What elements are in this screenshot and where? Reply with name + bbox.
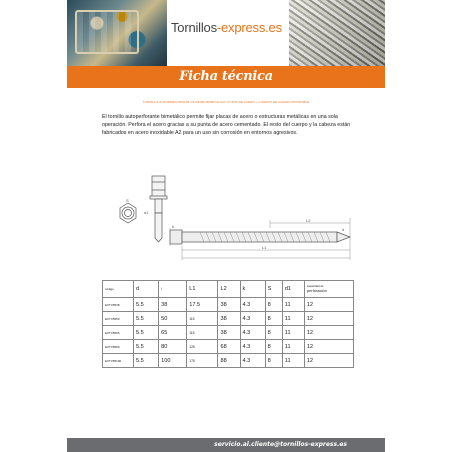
table-row	[103, 340, 354, 354]
cell-code: EXTX55100	[103, 354, 134, 368]
cell-k: 4.3	[240, 298, 265, 312]
cell-perforation: 12	[304, 354, 353, 368]
cell-d1: 11	[282, 354, 304, 368]
cell-L1: 175	[187, 354, 218, 368]
col-header-L1: L1	[187, 281, 218, 298]
dim-label-k: k	[172, 224, 174, 229]
cell-perforation: 12	[304, 326, 353, 340]
cell-S: 8	[265, 312, 282, 326]
header	[67, 0, 385, 66]
photo-shine	[289, 0, 385, 66]
cell-perforation: 12	[304, 312, 353, 326]
cell-L2: 68	[218, 340, 240, 354]
cell-code: EXTX5565	[103, 326, 134, 340]
col-header-d1: d1	[282, 281, 304, 298]
cell-l: 50	[159, 312, 187, 326]
spec-table-header	[103, 281, 354, 298]
cell-d1: 11	[282, 312, 304, 326]
col-header-S: S	[265, 281, 282, 298]
cell-L1: 125	[187, 340, 218, 354]
cell-k: 4.3	[240, 326, 265, 340]
cell-L1: 115	[187, 312, 218, 326]
cell-l: 65	[159, 326, 187, 340]
dim-label-d1: d1	[144, 210, 149, 215]
col-header-L2: L2	[218, 281, 240, 298]
perforation-header-top: capacidad de	[306, 284, 324, 288]
cell-S: 8	[265, 340, 282, 354]
table-row	[103, 326, 354, 340]
table-row	[103, 354, 354, 368]
screw-head-side	[150, 176, 167, 199]
banner-title: Ficha técnica	[179, 69, 273, 84]
cell-code: EXTX5538	[103, 298, 134, 312]
cell-d1: 11	[282, 298, 304, 312]
footer-bar	[67, 438, 385, 452]
cell-L2: 38	[218, 312, 240, 326]
col-header-k: k	[240, 281, 265, 298]
col-header-d: d	[134, 281, 159, 298]
cell-d: 5.5	[134, 312, 159, 326]
screws-photo	[289, 0, 385, 66]
cell-d: 5.5	[134, 354, 159, 368]
title-banner	[67, 66, 385, 88]
cell-code: EXTX5550	[103, 312, 134, 326]
contact-email-link[interactable]: servicio.al.cliente@tornillos-express.es	[214, 441, 347, 448]
tool-tray-shape	[75, 10, 139, 54]
cell-d: 5.5	[134, 326, 159, 340]
cell-S: 8	[265, 298, 282, 312]
cell-S: 8	[265, 354, 282, 368]
cell-S: 8	[265, 326, 282, 340]
cell-L2: 88	[218, 354, 240, 368]
brand-logo	[171, 20, 282, 35]
spec-table	[102, 280, 354, 368]
cell-k: 4.3	[240, 354, 265, 368]
cell-k: 4.3	[240, 340, 265, 354]
cell-k: 4.3	[240, 312, 265, 326]
cell-L1: 17.5	[187, 298, 218, 312]
cell-d1: 11	[282, 326, 304, 340]
col-header-l: l	[159, 281, 187, 298]
screw-head-top-view	[120, 203, 136, 223]
product-subtitle: TORNILLO AUTOPERFORANTE CILINDRO BIMETÁLICO, PUNTA DE ACERO + CUERPO DE ACERO INOXIDABLE	[142, 100, 310, 104]
cell-perforation: 12	[304, 340, 353, 354]
brand-name-part1: Tornillos	[171, 20, 217, 35]
cell-code: EXTX5580	[103, 340, 134, 354]
brand-panel	[167, 0, 289, 66]
screw-shank	[155, 199, 162, 242]
cell-l: 80	[159, 340, 187, 354]
cell-l: 38	[159, 298, 187, 312]
dim-label-S: S	[126, 198, 129, 203]
cell-L1: 115	[187, 326, 218, 340]
cell-d: 5.5	[134, 298, 159, 312]
col-header-perforation	[304, 281, 353, 298]
dim-label-L1: L1	[262, 245, 267, 250]
cell-L2: 38	[218, 298, 240, 312]
cell-d: 5.5	[134, 340, 159, 354]
cell-d1: 11	[282, 340, 304, 354]
tools-photo	[67, 0, 167, 66]
screw-technical-drawing	[110, 168, 355, 273]
dim-label-L2: L2	[306, 218, 311, 223]
col-header-code: código	[103, 281, 134, 298]
brand-name-part2: -express.es	[216, 20, 282, 35]
cell-perforation: 12	[304, 298, 353, 312]
table-row	[103, 312, 354, 326]
perforation-header-bottom: perforación	[306, 287, 327, 293]
table-row	[103, 298, 354, 312]
cell-l: 100	[159, 354, 187, 368]
cell-L2: 38	[218, 326, 240, 340]
product-description: El tornillo autoperforante bimetálico permite fijar placas de acero o estructuras metálicas en una sola operación. Perfora el acero gracias a su punta de acero cementado. El resto del cuerpo y la cabeza están fabricados en acero inoxidable A2 para un uso sin corrosión en entornos agresivos.	[102, 114, 351, 136]
dim-label-d: d	[342, 227, 345, 232]
